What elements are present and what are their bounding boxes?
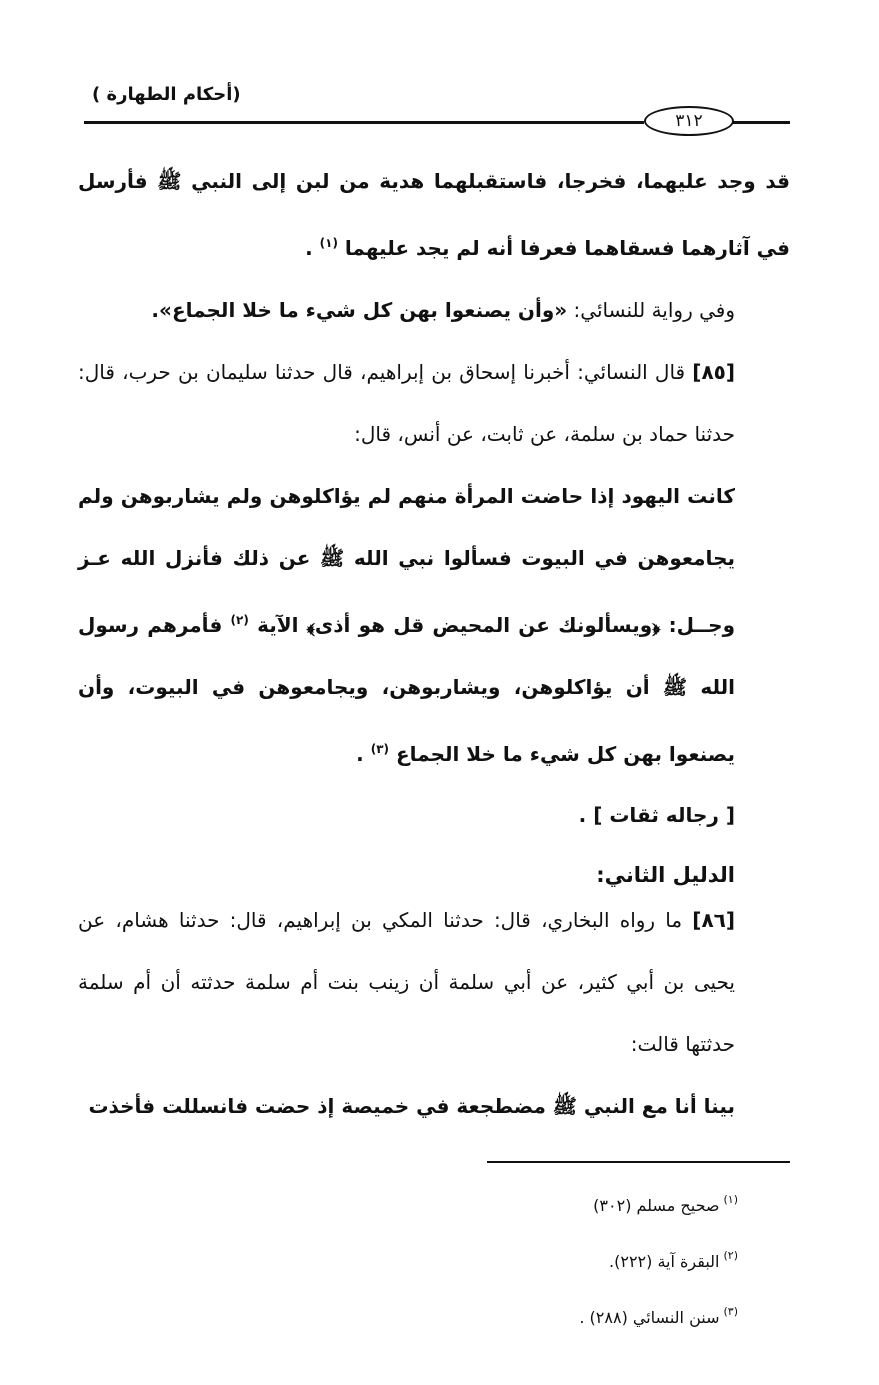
footnote-rule [487,1161,790,1163]
hadith-number: [٨٥] [692,360,735,384]
hadith-number: [٨٦] [692,908,735,932]
paragraph-end: . [305,236,320,260]
footnote-mark: (٣) [723,1305,738,1318]
hadith-text [78,465,790,785]
footnote-text: صحيح مسلم (٣٠٢) [593,1196,720,1215]
paragraph [78,279,790,341]
hadith-chain [78,341,790,465]
paragraph-text: وفي رواية للنسائي: [567,298,735,322]
running-title: (أحكام الطهارة ) [92,84,241,105]
footnote [360,1231,738,1287]
footnote-ref: (٣) [370,742,390,756]
footnote-ref: (١) [319,236,338,250]
footnote-mark: (١) [723,1193,738,1206]
paragraph-text: قد وجد عليهما، فخرجا، فاستقبلهما هدية من لبن إلى النبي ﷺ فأرسل في آثارهما فسقاهما فعرفا أنه لم يجد عليهما [78,169,790,260]
chain-text: قال النسائي: أخبرنا إسحاق بن إبراهيم، قال حدثنا سليمان بن حرب، قال: حدثنا حماد بن سلمة، عن ثابت، عن أنس، قال: [78,360,735,446]
page-number: ٣١٢ [644,106,734,136]
footnote-text: سنن النسائي (٢٨٨) . [579,1308,720,1327]
footnote [360,1175,738,1231]
footnote [360,1287,738,1343]
paragraph-end: . [356,742,371,766]
footnote-ref: (٢) [230,613,249,627]
hadith-text-part: كانت اليهود إذا حاضت المرأة منهم لم يؤاكلوهن ولم يشاربوهن ولم يجامعوهن في البيوت فسألوا نبي الله ﷺ عن ذلك فأنزل الله عـز وجــل: ﴿ويسألونك عن المحيض قل هو أذى﴾ الآية [78,484,736,637]
quote-text: «وأن يصنعوا بهن كل شيء ما خلا الجماع». [151,298,568,322]
hadith-text-part: فأمرهم رسول الله ﷺ أن يؤاكلوهن، ويشاربوهن، ويجامعوهن في البيوت، وأن يصنعوا بهن كل شيء ما خلا الجماع [78,613,735,766]
footnote-mark: (٢) [723,1249,738,1262]
hadith-text: بينا أنا مع النبي ﷺ مضطجعة في خميصة إذ حضت فانسللت فأخذت [88,1094,735,1118]
main-text [78,150,790,1137]
header-rule [84,121,644,124]
hadith-chain [78,889,790,1075]
footnote-text: البقرة آية (٢٢٢). [609,1252,720,1271]
paragraph [78,150,790,279]
section-heading: الدليل الثاني: [596,863,735,887]
chain-text: ما رواه البخاري، قال: حدثنا المكي بن إبراهيم، قال: حدثنا هشام، عن يحيى بن أبي كثير، عن أبي سلمة أن زينب بنت أم سلمة حدثته أن أم سلمة حدثتها قالت: [78,908,735,1056]
footnotes [360,1175,738,1343]
header-rule [730,121,790,124]
grading: [ رجاله ثقات ] . [578,803,735,827]
